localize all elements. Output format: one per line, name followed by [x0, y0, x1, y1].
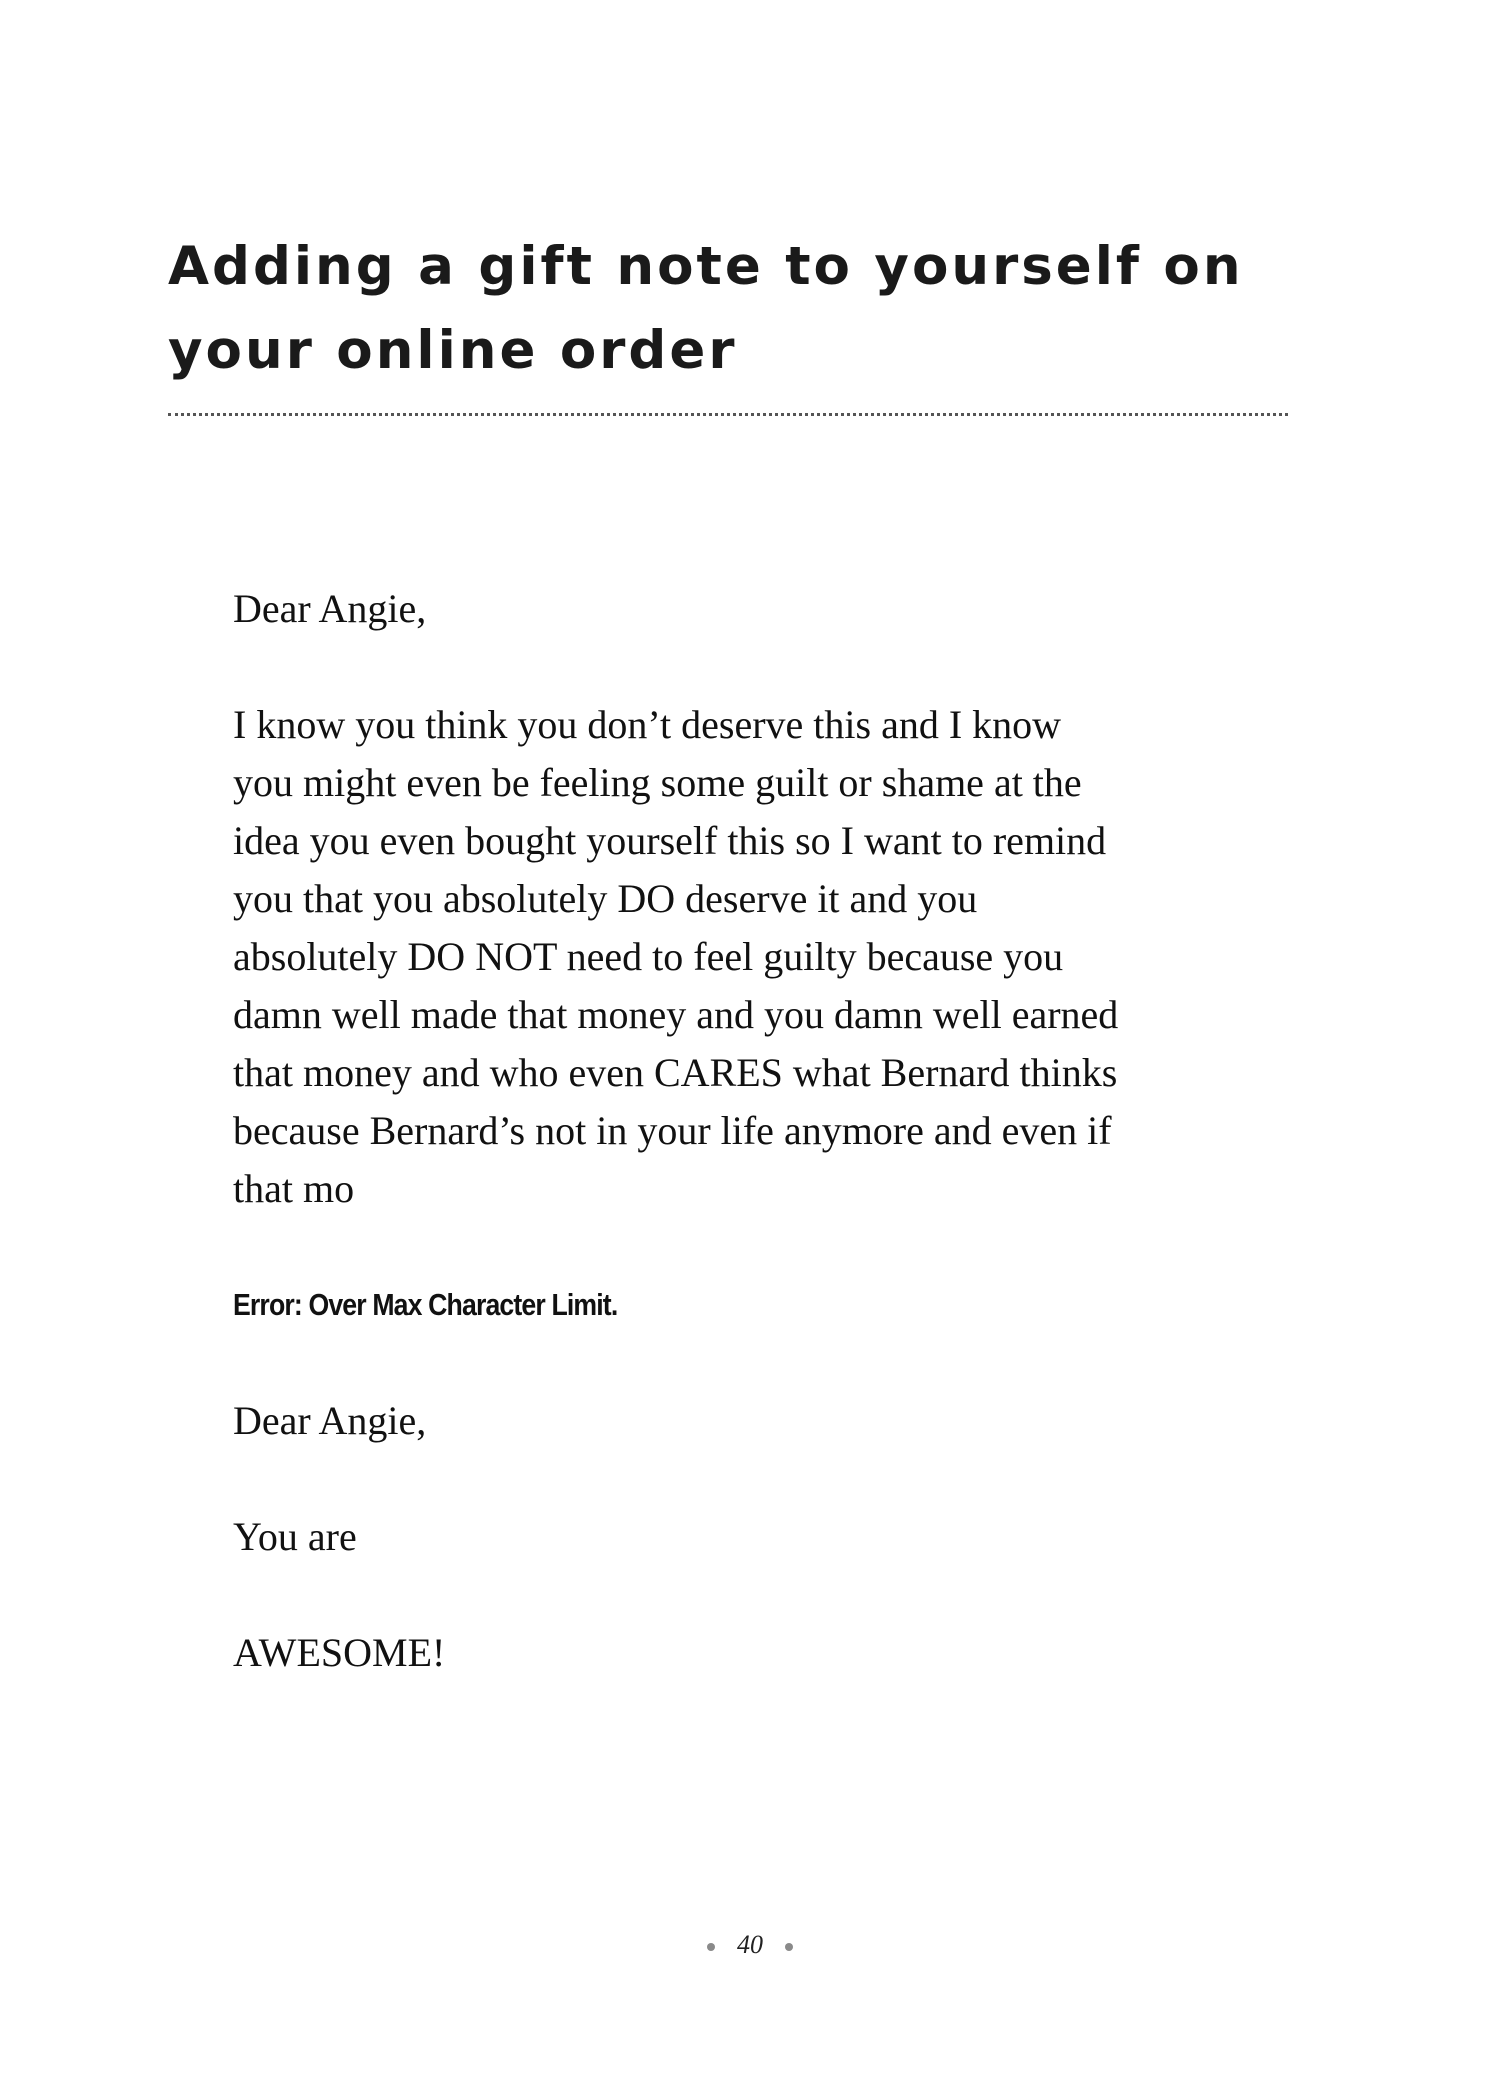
letter-line-awesome: AWESOME!	[233, 1630, 446, 1675]
letter-line-you-are: You are	[233, 1514, 357, 1559]
gift-note-letter	[233, 580, 1273, 1682]
error-message: Error: Over Max Character Limit.	[233, 1287, 618, 1322]
bullet-dot-icon	[707, 1943, 715, 1951]
bullet-dot-icon	[785, 1943, 793, 1951]
letter-body: I know you think you don’t deserve this and I know you might even be feeling some guilt or shame at the idea you even bought yourself this so I want to remind you that you absolutely DO deserve it and you absolutely DO NOT need to feel guilty because you damn well made that money and you damn well earned that money and who even CARES what Bernard thinks because Bernard’s not in your life anymore and even if that mo	[233, 702, 1119, 1211]
page-number: 40	[737, 1930, 763, 1959]
salutation: Dear Angie,	[233, 586, 427, 631]
chapter-title: Adding a gift note to yourself on your online order	[168, 236, 1244, 381]
page-footer	[0, 1930, 1500, 1960]
dotted-divider	[168, 413, 1288, 416]
salutation-retry: Dear Angie,	[233, 1398, 427, 1443]
